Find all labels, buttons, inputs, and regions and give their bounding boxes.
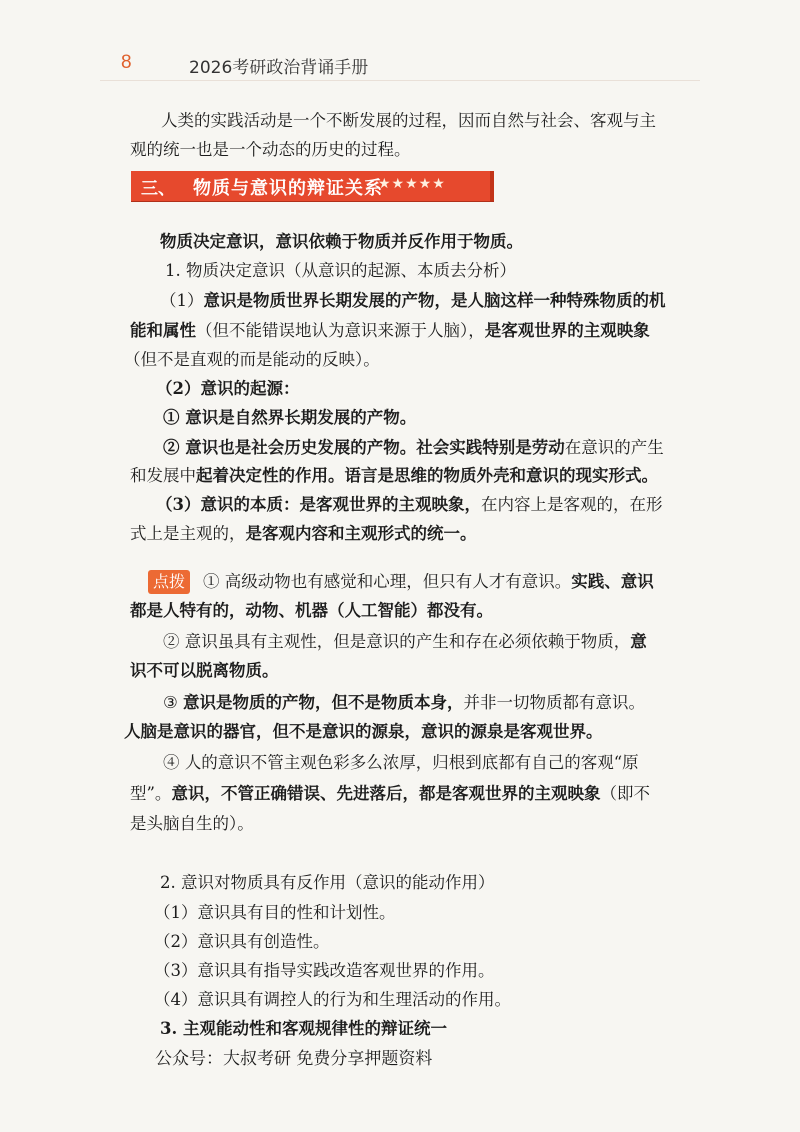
tip-badge: 点拨 <box>148 570 190 594</box>
point-1-1-line-3: （但不是直观的而是能动的反映）。 <box>124 350 380 369</box>
tip-3-line-1: ③ 意识是物质的产物，但不是物质本身，并非一切物质都有意识。 <box>163 693 646 712</box>
page-header <box>0 52 800 78</box>
page-number: 8 <box>121 52 132 73</box>
point-1-1-line-2: 能和属性（但不能错误地认为意识来源于人脑），是客观世界的主观映象 <box>130 321 650 340</box>
tip-4-line-2: 型”。意识，不管正确错误、先进落后，都是客观世界的主观映象（即不 <box>130 784 650 803</box>
tip-4-line-3: 是头脑自生的）。 <box>130 814 254 833</box>
intro-line-1: 人类的实践活动是一个不断发展的过程，因而自然与社会、客观与主 <box>161 111 656 130</box>
intro-line-2: 观的统一也是一个动态的历史的过程。 <box>130 140 411 159</box>
tip-1-line-1: ① 高级动物也有感觉和心理，但只有人才有意识。实践、意识 <box>203 572 654 591</box>
footer-note: 公众号：大叔考研 免费分享押题资料 <box>155 1049 433 1069</box>
point-2-heading: 2. 意识对物质具有反作用（意识的能动作用） <box>160 873 495 892</box>
tip-1-line-2: 都是人特有的，动物、机器（人工智能）都没有。 <box>130 601 493 620</box>
point-1-3-line-1: （3）意识的本质：是客观世界的主观映象，在内容上是客观的，在形 <box>156 495 663 514</box>
tip-3-line-2: 人脑是意识的器官，但不是意识的源泉，意识的源泉是客观世界。 <box>124 722 603 741</box>
point-1-heading: 1. 物质决定意识（从意识的起源、本质去分析） <box>165 261 516 280</box>
section-banner <box>131 171 494 201</box>
point-1-2-item-2-line-1: ② 意识也是社会历史发展的产物。社会实践特别是劳动在意识的产生 <box>163 438 664 457</box>
tip-2-line-1: ② 意识虽具有主观性，但是意识的产生和存在必须依赖于物质，意 <box>163 632 647 651</box>
point-1-3-line-2: 式上是主观的，是客观内容和主观形式的统一。 <box>130 524 477 543</box>
section-title: 物质与意识的辩证关系 <box>193 178 383 199</box>
importance-stars: ★★★★★ <box>378 176 446 192</box>
point-2-item-4: （4）意识具有调控人的行为和生理活动的作用。 <box>154 990 511 1009</box>
point-1-2-heading: （2）意识的起源： <box>156 379 300 398</box>
section-number: 三、 <box>141 179 175 199</box>
point-2-item-2: （2）意识具有创造性。 <box>154 932 330 951</box>
point-1-2-item-1: ① 意识是自然界长期发展的产物。 <box>163 408 417 427</box>
point-3-heading: 3. 主观能动性和客观规律性的辩证统一 <box>160 1019 447 1038</box>
thesis-line: 物质决定意识，意识依赖于物质并反作用于物质。 <box>160 232 523 251</box>
header-divider <box>100 80 700 81</box>
point-1-1-line-1: （1）意识是物质世界长期发展的产物，是人脑这样一种特殊物质的机 <box>160 291 666 310</box>
point-2-item-3: （3）意识具有指导实践改造客观世界的作用。 <box>154 961 495 980</box>
point-1-2-item-2-line-2: 和发展中起着决定性的作用。语言是思维的物质外壳和意识的现实形式。 <box>130 466 658 485</box>
tip-4-line-1: ④ 人的意识不管主观色彩多么浓厚，归根到底都有自己的客观“原 <box>163 753 639 772</box>
tip-2-line-2: 识不可以脱离物质。 <box>130 661 279 680</box>
point-2-item-1: （1）意识具有目的性和计划性。 <box>154 903 396 922</box>
book-title: 2026考研政治背诵手册 <box>189 58 369 78</box>
